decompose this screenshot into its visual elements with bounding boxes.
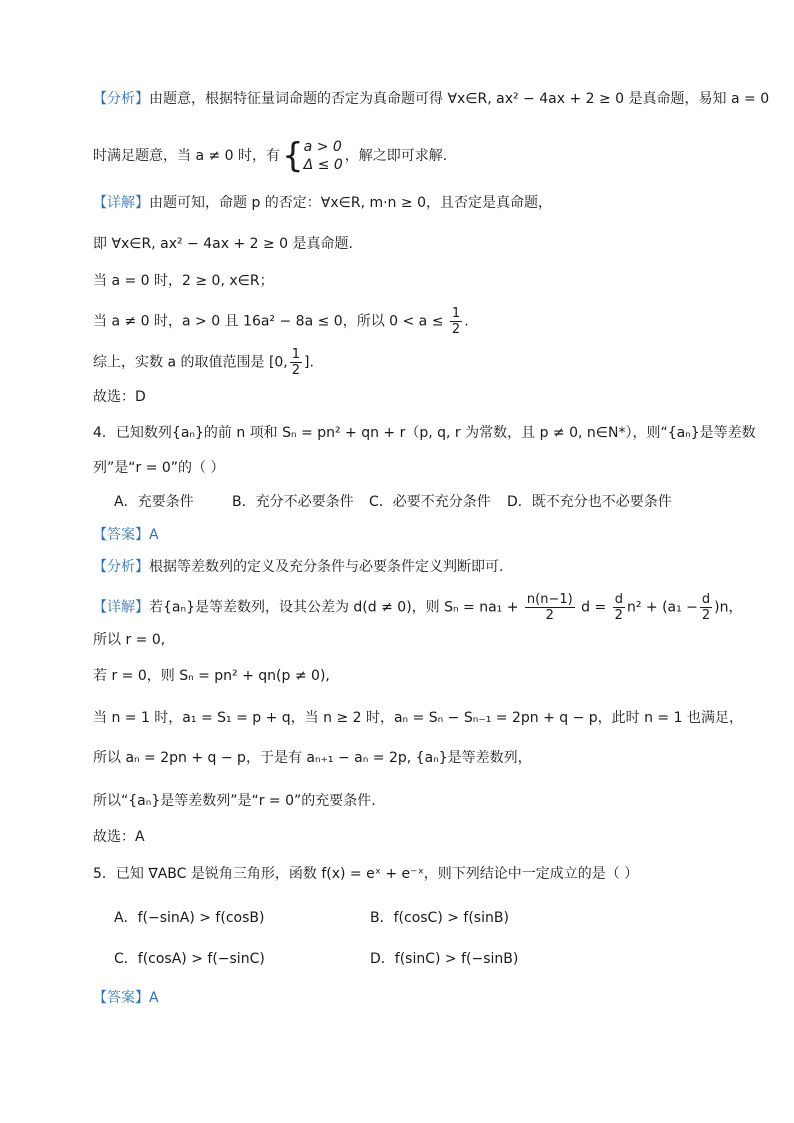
q4-stem-line-1: 4．已知数列{aₙ}的前 n 项和 Sₙ = pn² + qn + r（p, q, r 为常数，且 p ≠ 0, n∈N*），则“{aₙ}是等差数: [93, 425, 756, 441]
q4-analysis-text: 根据等差数列的定义及充分条件与必要条件定义判断即可.: [149, 559, 504, 575]
q4-option-d: D．既不充分也不必要条件: [507, 494, 672, 510]
analysis-inequality-system: [282, 138, 343, 174]
q3-detail-line-2: 即 ∀x∈R, ax² − 4ax + 2 ≥ 0 是真命题.: [93, 236, 353, 252]
q5-option-b: B．f(cosC) > f(sinB): [370, 910, 509, 926]
q3-detail-line-3: 当 a = 0 时，2 ≥ 0, x∈R；: [93, 273, 274, 289]
q5-option-d: D．f(sinC) > f(−sinB): [370, 951, 519, 967]
q3-detail-text-1: 由题可知，命题 p 的否定：∀x∈R, m·n ≥ 0，且否定是真命题，: [149, 195, 552, 211]
q3-analysis-text-2a: 时满足题意，当 a ≠ 0 时，有: [93, 148, 281, 164]
q4-option-b: B．充分不必要条件: [232, 494, 354, 510]
q4-stem-line-2: 列”是“r = 0”的（ ）: [93, 460, 225, 476]
q5-stem: 5．已知 ∇ABC 是锐角三角形，函数 f(x) = eˣ + e⁻ˣ，则下列结论中一定成立的是（ ）: [93, 866, 639, 882]
q3-detail-line-4: [93, 306, 469, 337]
system-row-bottom: Δ ≤ 0: [303, 157, 343, 173]
q5-option-a: A．f(−sinA) > f(cosB): [114, 910, 265, 926]
detail-tag: 【详解】: [93, 195, 149, 211]
fraction-numerator: d: [614, 592, 623, 607]
q4-detail-text-1d: )n，: [714, 599, 743, 616]
q3-detail-text-5a: 综上，实数 a 的取值范围是: [93, 354, 265, 371]
q4-detail-line-1: [93, 592, 743, 623]
q4-detail-line-3: 若 r = 0，则 Sₙ = pn² + qn(p ≠ 0),: [93, 668, 330, 684]
q4-detail-line-4: 当 n = 1 时，a₁ = S₁ = p + q，当 n ≥ 2 时，aₙ = Sₙ − Sₙ₋₁ = 2pn + q − p，此时 n = 1 也满足，: [93, 710, 743, 726]
q4-choice: 故选：A: [93, 829, 145, 845]
fraction-denominator: 2: [291, 363, 301, 378]
fraction: [700, 592, 712, 623]
q4-option-c: C．必要不充分条件: [369, 494, 491, 510]
fraction-numerator: 1: [451, 306, 461, 321]
fraction: [290, 347, 302, 378]
fraction: [450, 306, 462, 337]
analysis-tag: 【分析】: [93, 559, 149, 575]
fraction-numerator: d: [701, 592, 711, 607]
q4-detail-text-1c: n² + (a₁ −: [626, 599, 698, 616]
q5-answer: 【答案】A: [93, 990, 159, 1006]
q4-detail-line-6: 所以“{aₙ}是等差数列”是“r = 0”的充要条件.: [93, 793, 376, 809]
fraction-numerator: 1: [291, 347, 301, 362]
q4-detail-line-2: 所以 r = 0,: [93, 632, 166, 648]
q3-analysis-text-2b: ，解之即可求解.: [344, 148, 448, 164]
q3-analysis-line-2: [93, 138, 447, 174]
q3-detail-line-5: [93, 347, 314, 378]
analysis-tag: 【分析】: [93, 91, 149, 107]
fraction-numerator: n(n−1): [526, 592, 573, 607]
detail-tag: 【详解】: [93, 599, 149, 616]
fraction-denominator: 2: [545, 608, 554, 623]
q3-detail-text-4a: 当 a ≠ 0 时，a > 0 且 16a² − 8a ≤ 0，所以 0 < a ≤: [93, 313, 444, 330]
q4-option-a: A．充要条件: [114, 494, 194, 510]
q4-detail-text-1a: 若{aₙ}是等差数列，设其公差为 d(d ≠ 0)，则 Sₙ = na₁ +: [149, 599, 519, 616]
q4-detail-text-1b: d =: [581, 599, 607, 616]
left-brace-icon: {: [282, 136, 304, 176]
fraction: [613, 592, 625, 623]
interval-left: [0,: [268, 354, 288, 371]
interval-right: ]: [304, 354, 310, 371]
q3-detail-line-1: [93, 192, 552, 214]
system-row-top: a > 0: [303, 139, 342, 155]
q4-detail-line-5: 所以 aₙ = 2pn + q − p，于是有 aₙ₊₁ − aₙ = 2p, {aₙ}是等差数列，: [93, 750, 532, 766]
q4-answer: 【答案】A: [93, 527, 159, 543]
q3-analysis-text-1: 由题意，根据特征量词命题的否定为真命题可得 ∀x∈R, ax² − 4ax + 2 ≥ 0 是真命题，易知 a = 0: [149, 91, 770, 107]
fraction: [525, 592, 575, 623]
q3-choice: 故选：D: [93, 389, 146, 405]
q3-detail-text-5b: .: [309, 354, 314, 371]
q3-analysis-line-1: [93, 88, 769, 110]
q5-option-c: C．f(cosA) > f(−sinC): [114, 951, 265, 967]
q4-analysis-line: [93, 556, 503, 578]
fraction-denominator: 2: [451, 322, 461, 337]
q3-detail-text-4b: .: [464, 313, 469, 330]
fraction-denominator: 2: [614, 608, 623, 623]
fraction-denominator: 2: [701, 608, 711, 623]
